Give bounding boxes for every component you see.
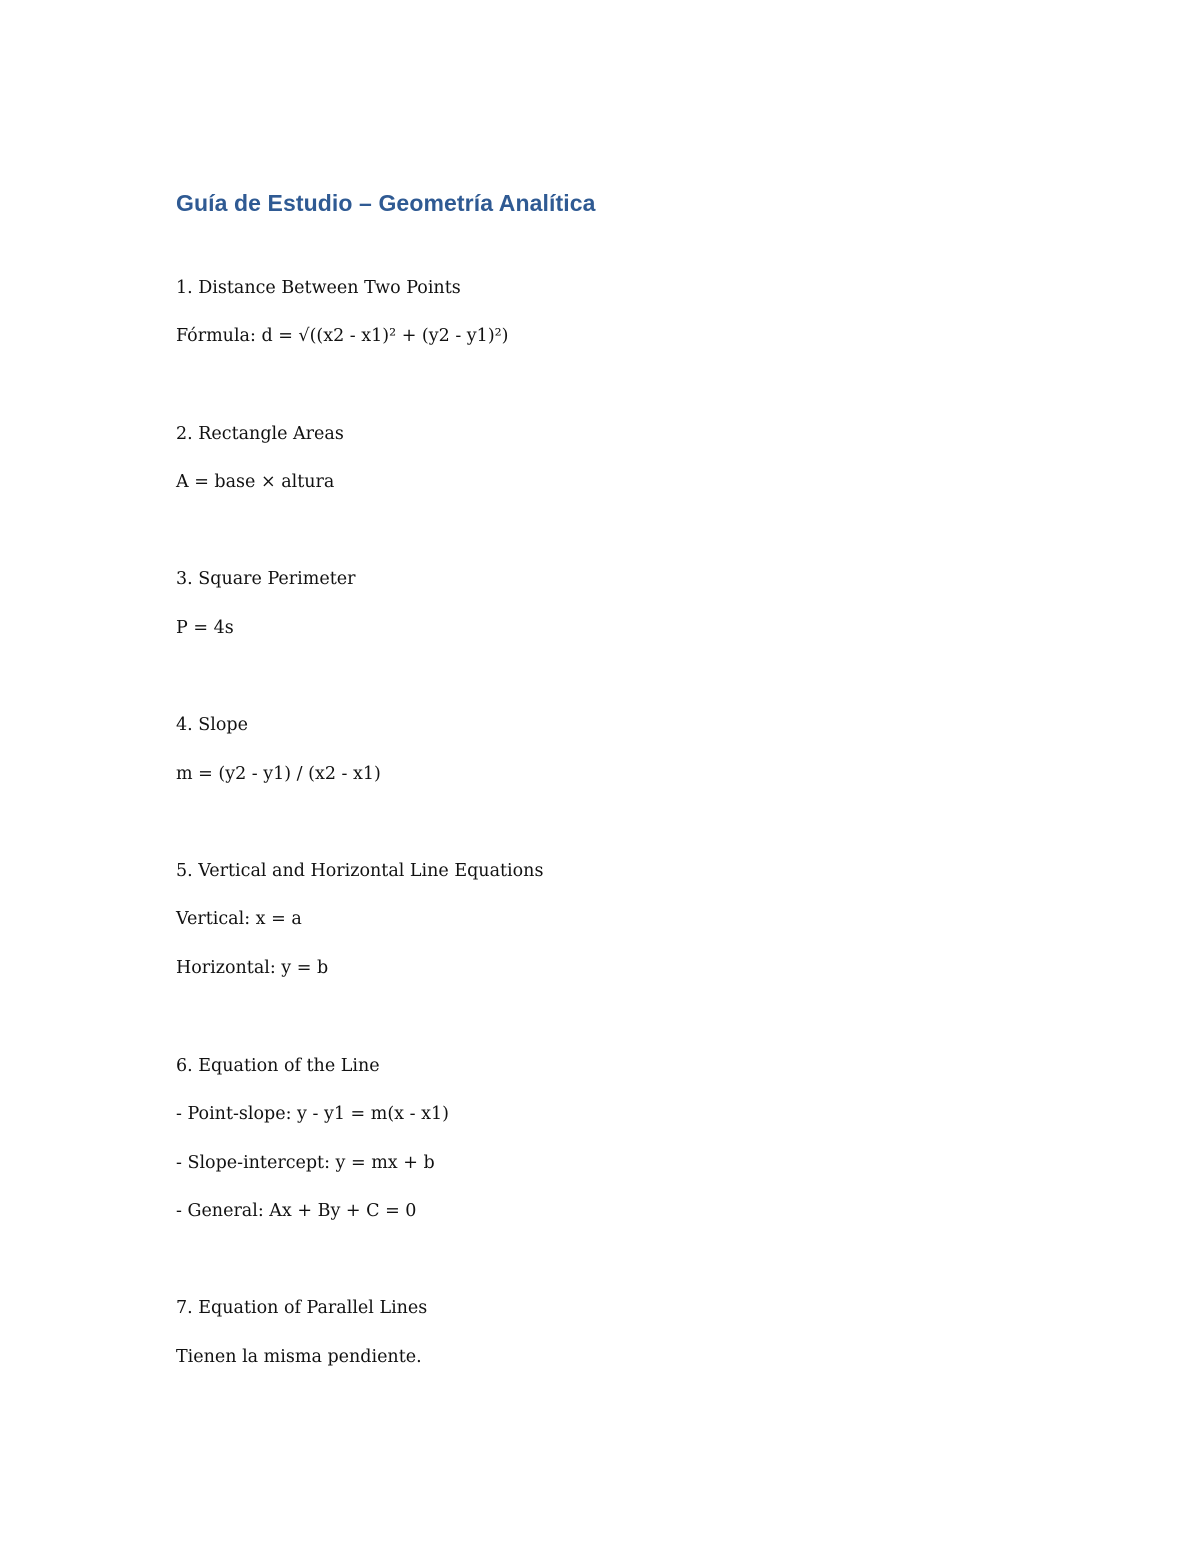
section-7-heading: 7. Equation of Parallel Lines <box>176 1298 428 1318</box>
section-1-heading: 1. Distance Between Two Points <box>176 278 461 298</box>
section-6-heading: 6. Equation of the Line <box>176 1056 380 1076</box>
section-2-formula: A = base × altura <box>176 472 335 492</box>
section-6-point-slope: - Point-slope: y - y1 = m(x - x1) <box>176 1104 449 1124</box>
section-5-horizontal: Horizontal: y = b <box>176 958 329 978</box>
section-2-heading: 2. Rectangle Areas <box>176 424 344 444</box>
section-3-heading: 3. Square Perimeter <box>176 569 356 589</box>
section-4-heading: 4. Slope <box>176 715 248 735</box>
section-5-vertical: Vertical: x = a <box>176 909 302 929</box>
section-4-formula: m = (y2 - y1) / (x2 - x1) <box>176 764 381 784</box>
section-7-text: Tienen la misma pendiente. <box>176 1347 422 1367</box>
section-1-formula: Fórmula: d = √((x2 - x1)² + (y2 - y1)²) <box>176 326 509 346</box>
section-3-formula: P = 4s <box>176 618 234 638</box>
document-title: Guía de Estudio – Geometría Analítica <box>176 190 596 216</box>
section-6-slope-intercept: - Slope-intercept: y = mx + b <box>176 1153 435 1173</box>
section-6-general: - General: Ax + By + C = 0 <box>176 1201 417 1221</box>
section-5-heading: 5. Vertical and Horizontal Line Equations <box>176 861 544 881</box>
